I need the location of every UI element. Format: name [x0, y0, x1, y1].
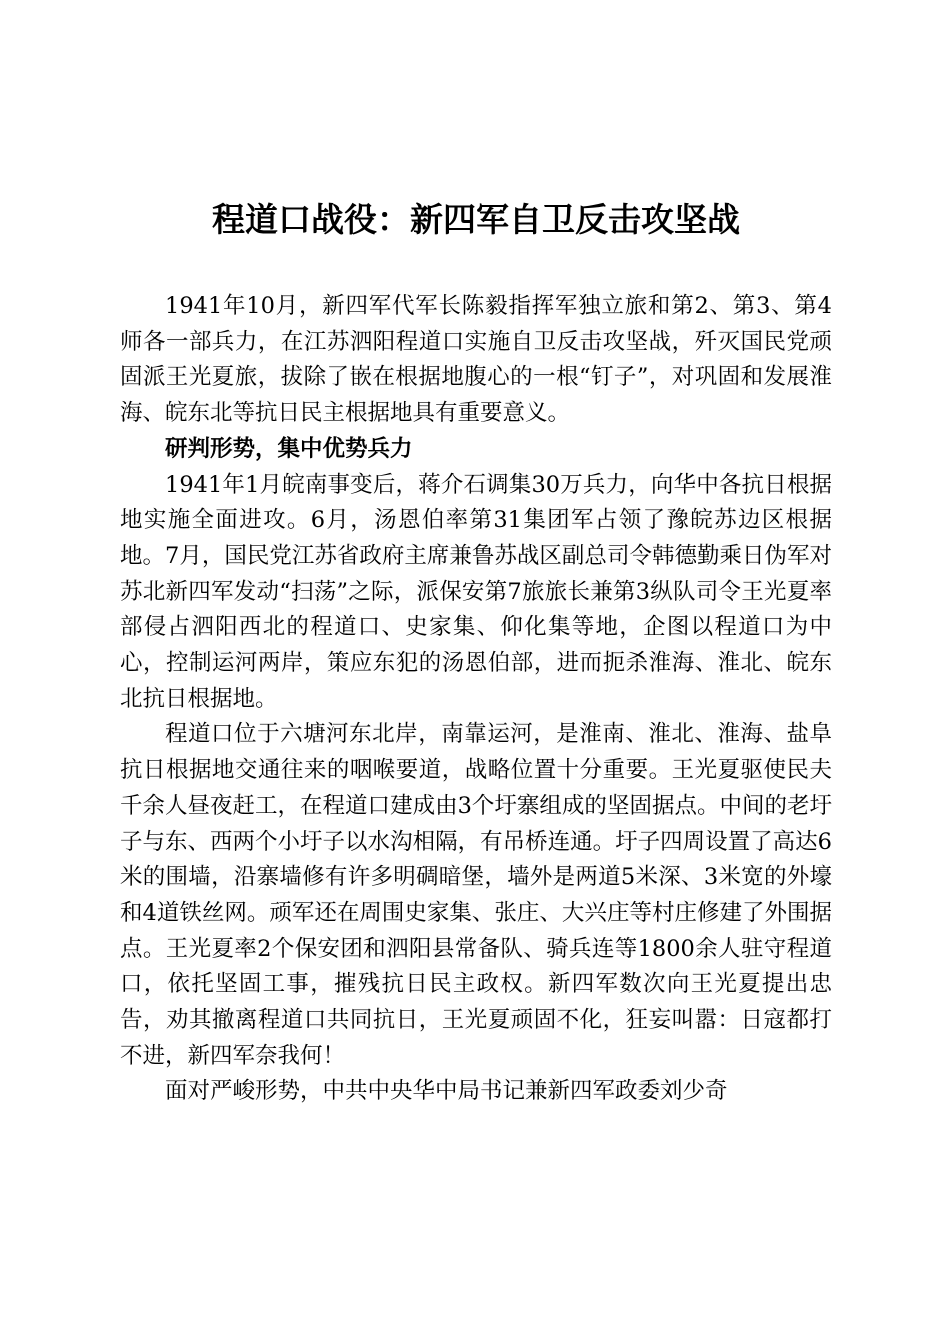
body-paragraph-3: 面对严峻形势，中共中央华中局书记兼新四军政委刘少奇 — [165, 1078, 728, 1105]
section-heading: 研判形势，集中优势兵力 — [165, 435, 413, 462]
body-paragraph-2: 程道口位于六塘河东北岸，南靠运河，是淮南、淮北、淮海、盐阜抗日根据地交通往来的咽喉要道，战略位置十分重要。王光夏驱使民夫千余人昼夜赶工，在程道口建成由3个圩寨组成的坚固据点。中间的老圩子与东、西两个小圩子以水沟相隔，有吊桥连通。圩子四周设置了高达6米的围墙，沿寨墙修有许多明碉暗堡，墙外是两道5米深、3米宽的外壕和4道铁丝网。顽军还在周围史家集、张庄、大兴庄等村庄修建了外围据点。王光夏率2个保安团和泗阳县常备队、骑兵连等1800余人驻守程道口，依托坚固工事，摧残抗日民主政权。新四军数次向王光夏提出忠告，劝其撤离程道口共同抗日，王光夏顽固不化，狂妄叫嚣：日寇都打不进，新四军奈我何！ — [120, 721, 832, 1069]
article-body — [120, 289, 832, 1110]
intro-paragraph: 1941年10月，新四军代军长陈毅指挥军独立旅和第2、第3、第4师各一部兵力，在江苏泗阳程道口实施自卫反击攻坚战，歼灭国民党顽固派王光夏旅，拔除了嵌在根据地腹心的一根“钉子”，对巩固和发展淮海、皖东北等抗日民主根据地具有重要意义。 — [120, 293, 832, 427]
article-title: 程道口战役：新四军自卫反击攻坚战 — [212, 200, 740, 239]
body-paragraph-1: 1941年1月皖南事变后，蒋介石调集30万兵力，向华中各抗日根据地实施全面进攻。6月，汤恩伯率第31集团军占领了豫皖苏边区根据地。7月，国民党江苏省政府主席兼鲁苏战区副总司令韩德勤乘日伪军对苏北新四军发动“扫荡”之际，派保安第7旅旅长兼第3纵队司令王光夏率部侵占泗阳西北的程道口、史家集、仰化集等地，企图以程道口为中心，控制运河两岸，策应东犯的汤恩伯部，进而扼杀淮海、淮北、皖东北抗日根据地。 — [120, 471, 832, 712]
